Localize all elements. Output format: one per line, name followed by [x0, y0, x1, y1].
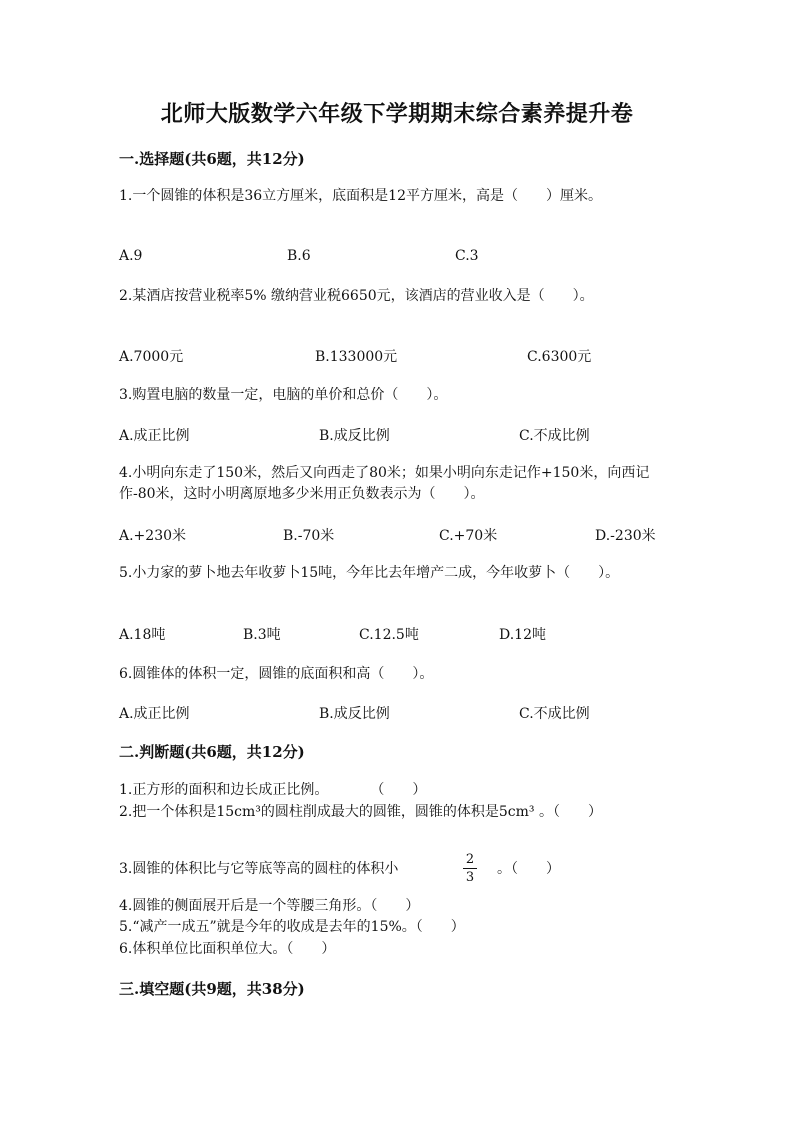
option-2a: A.7000元 — [119, 349, 184, 365]
question-4: 4.小明向东走了150米，然后又向西走了80米；如果小明向东走记作+150米，向西记作-80米，这时小明离原地多少米用正负数表示为（ ）。 — [119, 465, 650, 502]
question-5: 5.小力家的萝卜地去年收萝卜15吨，今年比去年增产二成，今年收萝卜（ ）。 — [119, 565, 620, 581]
fraction-denominator: 3 — [465, 870, 475, 885]
option-5b: B.3吨 — [243, 627, 281, 643]
option-4c: C.+70米 — [439, 528, 498, 544]
page-title: 北师大版数学六年级下学期期末综合素养提升卷 — [160, 101, 634, 127]
question-3: 3.购置电脑的数量一定，电脑的单价和总价（ ）。 — [119, 387, 448, 403]
judge-1: 1.正方形的面积和边长成正比例。 （ ） — [119, 782, 427, 798]
option-6b: B.成反比例 — [319, 706, 390, 722]
option-6c: C.不成比例 — [519, 706, 590, 722]
judge-4: 4.圆锥的侧面展开后是一个等腰三角形。（ ） — [119, 898, 420, 914]
option-5c: C.12.5吨 — [359, 627, 419, 643]
option-5a: A.18吨 — [119, 627, 166, 643]
option-3c: C.不成比例 — [519, 428, 590, 444]
judge-6: 6.体积单位比面积单位大。（ ） — [119, 941, 336, 957]
option-1c: C.3 — [455, 248, 479, 264]
judge-3-text: 3.圆锥的体积比与它等底等高的圆柱的体积小 — [119, 861, 399, 877]
fraction-two-thirds — [463, 852, 477, 885]
fraction-numerator: 2 — [465, 852, 475, 867]
option-4d: D.-230米 — [595, 528, 656, 544]
question-2: 2.某酒店按营业税率5% 缴纳营业税6650元，该酒店的营业收入是（ ）。 — [119, 288, 594, 304]
option-2c: C.6300元 — [527, 349, 592, 365]
option-2b: B.133000元 — [315, 349, 398, 365]
question-1: 1.一个圆锥的体积是36立方厘米，底面积是12平方厘米，高是（ ）厘米。 — [119, 188, 602, 204]
option-4a: A.+230米 — [119, 528, 187, 544]
judge-2: 2.把一个体积是15cm³的圆柱削成最大的圆锥，圆锥的体积是5cm³ 。（ ） — [119, 804, 602, 820]
section-heading-fill: 三.填空题(共9题，共38分) — [119, 980, 305, 998]
option-3b: B.成反比例 — [319, 428, 390, 444]
judge-3-suffix: 。（ ） — [497, 861, 560, 877]
section-heading-judge: 二.判断题(共6题，共12分) — [119, 743, 305, 761]
option-1b: B.6 — [287, 248, 311, 264]
option-4b: B.-70米 — [283, 528, 335, 544]
option-1a: A.9 — [119, 248, 143, 264]
question-6: 6.圆锥体的体积一定，圆锥的底面积和高（ ）。 — [119, 666, 434, 682]
fraction-bar — [463, 868, 477, 869]
option-3a: A.成正比例 — [119, 428, 190, 444]
option-6a: A.成正比例 — [119, 706, 190, 722]
section-heading-choice: 一.选择题(共6题，共12分) — [119, 150, 305, 168]
judge-5: 5.“减产一成五”就是今年的收成是去年的15%。（ ） — [119, 919, 465, 935]
option-5d: D.12吨 — [499, 627, 546, 643]
